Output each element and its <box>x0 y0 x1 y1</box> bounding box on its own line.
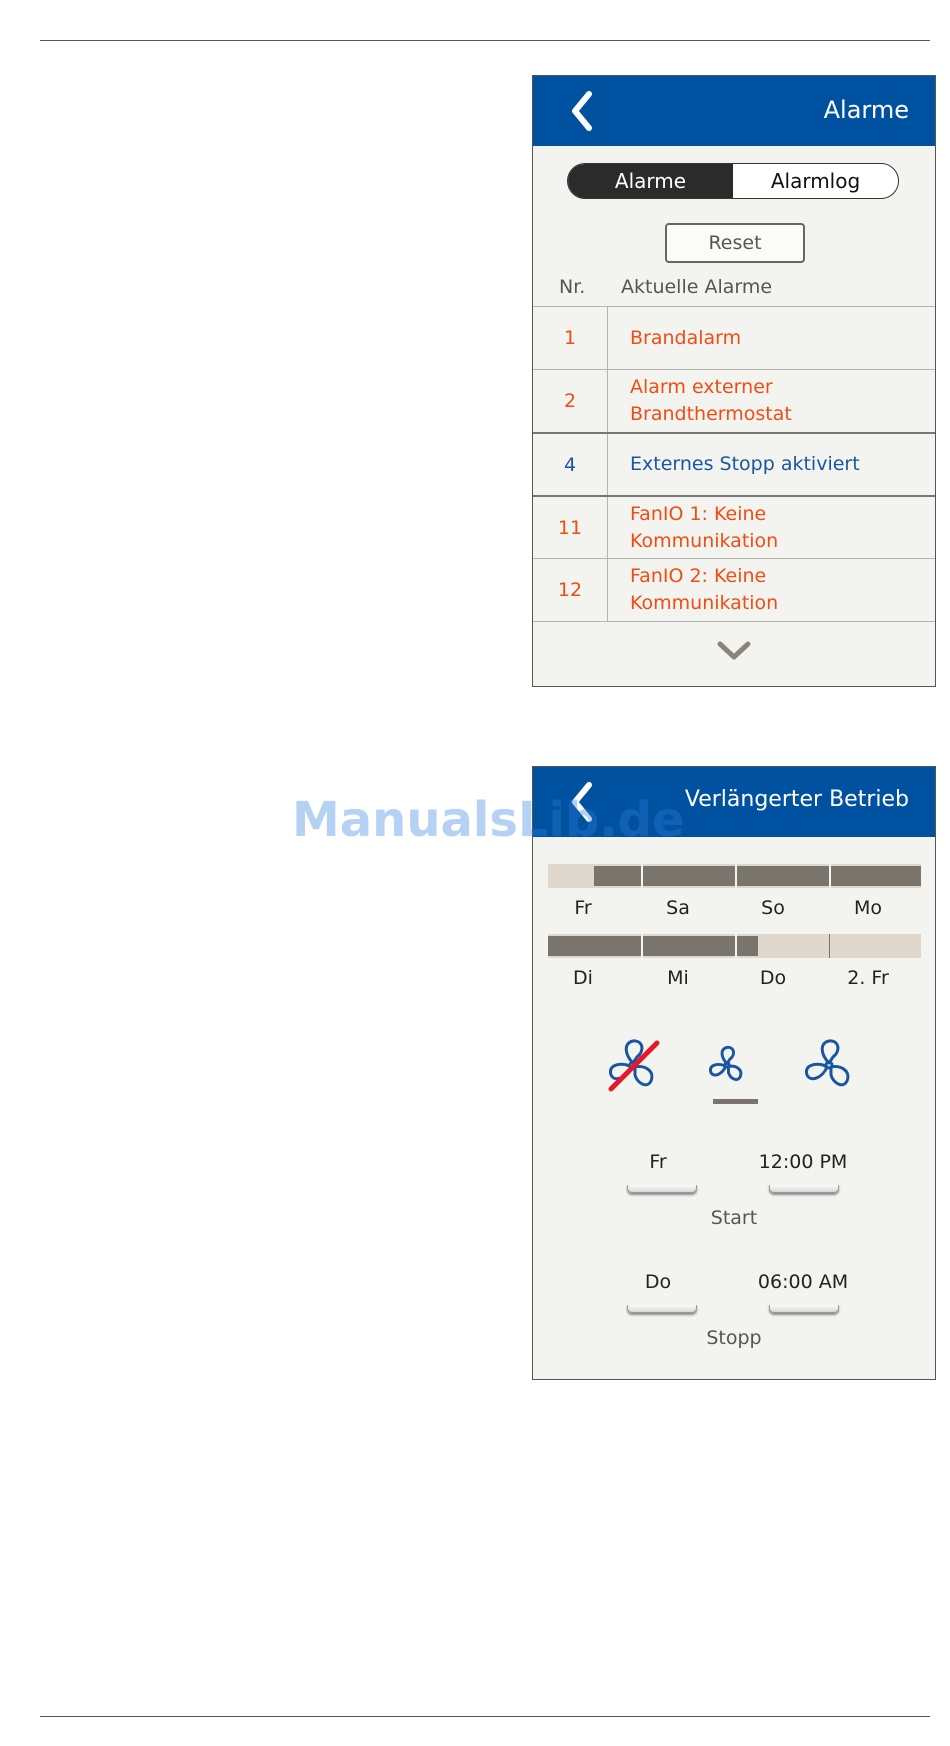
stop-day-selector[interactable] <box>627 1305 697 1313</box>
tab-alarmlog[interactable]: Alarmlog <box>770 169 861 193</box>
alarm-text: Externes Stopp aktiviert <box>630 453 860 475</box>
day-divider <box>829 864 831 888</box>
fan-high-icon[interactable] <box>799 1035 859 1095</box>
schedule-bar-week1[interactable] <box>548 864 921 888</box>
column-header-alarms: Aktuelle Alarme <box>621 276 773 298</box>
day-label: Do <box>759 967 787 989</box>
start-time-value: 12:00 PM <box>758 1151 848 1173</box>
back-icon[interactable] <box>569 90 593 132</box>
stop-time-value: 06:00 AM <box>757 1271 849 1293</box>
column-divider <box>607 307 608 369</box>
alarm-number: 4 <box>563 453 577 476</box>
day-divider <box>735 934 737 958</box>
start-day-value: Fr <box>649 1151 667 1173</box>
alarm-text: Alarm externer Brandthermostat <box>630 376 792 425</box>
watermark: ManualsLib.de <box>292 792 685 848</box>
table-header <box>533 276 935 304</box>
day-label: Fr <box>574 897 592 919</box>
start-label: Start <box>710 1207 758 1229</box>
active-period <box>548 936 758 956</box>
day-label: Sa <box>666 897 690 919</box>
column-divider <box>607 434 608 495</box>
tab-alarme[interactable]: Alarme <box>568 164 733 198</box>
day-divider <box>829 934 830 958</box>
day-label: So <box>761 897 785 919</box>
start-day-selector[interactable] <box>627 1185 697 1193</box>
alarm-number: 2 <box>563 390 577 412</box>
alarm-screen <box>532 75 936 687</box>
day-label: Di <box>573 967 593 989</box>
top-rule <box>40 40 930 41</box>
active-period <box>594 866 921 886</box>
alarm-number: 1 <box>563 327 577 349</box>
alarm-tab-switch <box>567 163 899 199</box>
table-row[interactable] <box>533 432 935 495</box>
alarm-text: Brandalarm <box>630 326 742 349</box>
bottom-rule <box>40 1716 930 1717</box>
alarm-text: FanIO 1: Keine Kommunikation <box>630 502 779 552</box>
day-label: 2. Fr <box>847 967 889 989</box>
alarm-text: FanIO 2: Keine Kommunikation <box>630 565 779 614</box>
alarm-list <box>533 306 935 623</box>
table-row[interactable] <box>533 558 935 621</box>
schedule-bar-week2[interactable] <box>548 934 921 958</box>
chevron-down-icon[interactable] <box>716 640 752 662</box>
list-end-divider <box>533 621 935 623</box>
table-row[interactable] <box>533 306 935 369</box>
page-title: Verlängerter Betrieb <box>684 787 909 812</box>
fan-off-icon[interactable] <box>603 1035 663 1095</box>
start-time-selector[interactable] <box>769 1185 839 1193</box>
page-title: Alarme <box>823 96 909 124</box>
column-divider <box>607 559 608 621</box>
extended-operation-screen <box>532 766 936 1380</box>
day-label: Mo <box>853 897 883 919</box>
column-header-nr: Nr. <box>559 276 586 298</box>
day-divider <box>735 864 737 888</box>
day-label: Mi <box>667 967 689 989</box>
day-divider <box>641 864 643 888</box>
alarm-header <box>533 76 935 146</box>
stop-day-value: Do <box>644 1271 672 1293</box>
reset-button[interactable]: Reset <box>665 223 805 263</box>
column-divider <box>607 370 608 432</box>
table-row[interactable] <box>533 495 935 558</box>
column-divider <box>607 497 608 558</box>
selected-mode-indicator <box>713 1099 758 1104</box>
alarm-number: 11 <box>557 516 583 539</box>
stop-label: Stopp <box>706 1327 762 1349</box>
alarm-number: 12 <box>557 579 583 601</box>
table-row[interactable] <box>533 369 935 432</box>
stop-time-selector[interactable] <box>769 1305 839 1313</box>
day-divider <box>641 934 643 958</box>
fan-low-icon[interactable] <box>705 1043 749 1087</box>
